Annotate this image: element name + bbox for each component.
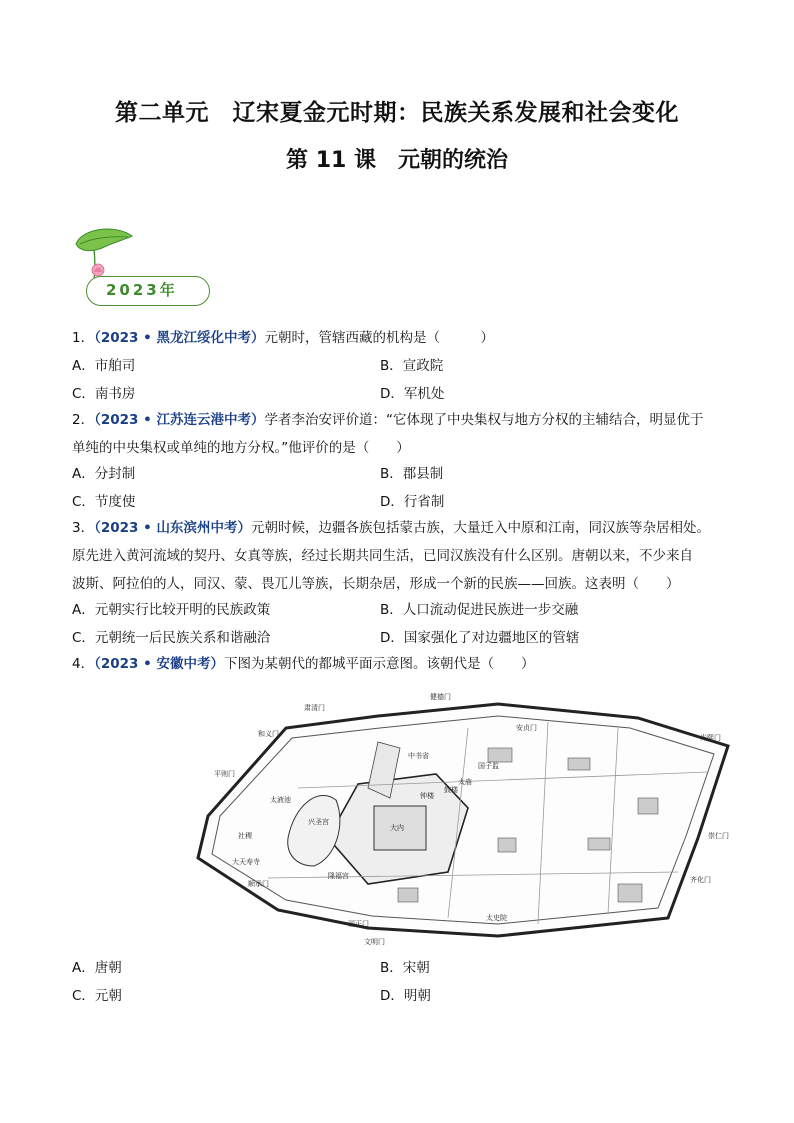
place-label: 钟楼	[420, 792, 434, 800]
option-b: B．宋朝	[380, 960, 430, 976]
year-label: 2023年	[106, 281, 178, 299]
place-label: 太史院	[486, 914, 507, 922]
question-2	[72, 406, 732, 462]
lesson-title: 第 11 课 元朝的统治	[286, 148, 508, 173]
option-c: C．南书房	[72, 386, 136, 402]
question-3	[72, 514, 732, 598]
place-label: 国子监	[478, 762, 499, 770]
gate-label: 齐化门	[690, 876, 711, 884]
place-label: 中书省	[408, 752, 429, 760]
option-a: A．唐朝	[72, 960, 122, 976]
option-a: A．分封制	[72, 466, 136, 482]
question-number: 4．	[72, 656, 95, 672]
option-d: D．国家强化了对边疆地区的管辖	[380, 630, 580, 646]
question-text: 学者李治安评价道：“它体现了中央集权与地方分权的主辅结合，明显优于	[264, 412, 704, 428]
question-source: （2023 • 黑龙江绥化中考）	[94, 330, 265, 346]
place-label: 太液池	[270, 796, 291, 804]
option-c: C．节度使	[72, 494, 136, 510]
option-d: D．明朝	[380, 988, 431, 1004]
gate-label: 崇仁门	[708, 832, 729, 840]
option-b: B．人口流动促进民族进一步交融	[380, 602, 579, 618]
gate-label: 安贞门	[516, 724, 537, 732]
question-text: 下图为某朝代的都城平面示意图。该朝代是（ ）	[223, 656, 535, 672]
place-label: 鼓楼	[444, 786, 458, 794]
gate-label: 健德门	[430, 693, 451, 701]
question-number: 1．	[72, 330, 95, 346]
gate-label: 丽正门	[348, 920, 369, 928]
gate-label: 文明门	[364, 938, 385, 946]
gate-label: 光熙门	[700, 734, 721, 742]
option-a: A．市舶司	[72, 358, 136, 374]
option-c: C．元朝	[72, 988, 122, 1004]
place-label: 隆福宫	[328, 872, 349, 880]
option-a: A．元朝实行比较开明的民族政策	[72, 602, 271, 618]
question-number: 3．	[72, 520, 95, 536]
question-4	[72, 650, 732, 678]
gate-label: 和义门	[258, 730, 279, 738]
question-source: （2023 • 江苏连云港中考）	[94, 412, 265, 428]
option-c: C．元朝统一后民族关系和谐融洽	[72, 630, 271, 646]
gate-label: 平则门	[214, 770, 235, 778]
place-label: 兴圣宫	[308, 818, 329, 826]
option-d: D．军机处	[380, 386, 445, 402]
question-number: 2．	[72, 412, 95, 428]
question-text: 原先进入黄河流域的契丹、女真等族，经过长期共同生活，已同汉族没有什么区别。唐朝以来，不少来自	[72, 548, 693, 564]
question-1	[72, 324, 732, 352]
place-label: 大内	[390, 824, 404, 832]
question-source: （2023 • 山东滨州中考）	[94, 520, 251, 536]
question-text: 单纯的中央集权或单纯的地方分权。”他评价的是（ ）	[72, 440, 410, 456]
year-badge	[72, 226, 212, 308]
option-b: B．宣政院	[380, 358, 444, 374]
city-plan-map	[168, 688, 744, 950]
option-d: D．行省制	[380, 494, 445, 510]
question-text: 元朝时候，边疆各族包括蒙古族，大量迁入中原和江南，同汉族等杂居相处。	[250, 520, 710, 536]
question-text: 元朝时，管辖西藏的机构是（ ）	[264, 330, 494, 346]
option-b: B．郡县制	[380, 466, 444, 482]
gate-label: 顺承门	[248, 880, 269, 888]
gate-label: 肃清门	[304, 704, 325, 712]
place-label: 社稷	[238, 832, 252, 840]
question-source: （2023 • 安徽中考）	[94, 656, 224, 672]
place-label: 大天寿寺	[232, 858, 260, 866]
unit-title: 第二单元 辽宋夏金元时期：民族关系发展和社会变化	[115, 100, 679, 126]
question-text: 波斯、阿拉伯的人，同汉、蒙、畏兀儿等族，长期杂居，形成一个新的民族——回族。这表明（ ）	[72, 576, 680, 592]
place-label: 太庙	[458, 778, 472, 786]
